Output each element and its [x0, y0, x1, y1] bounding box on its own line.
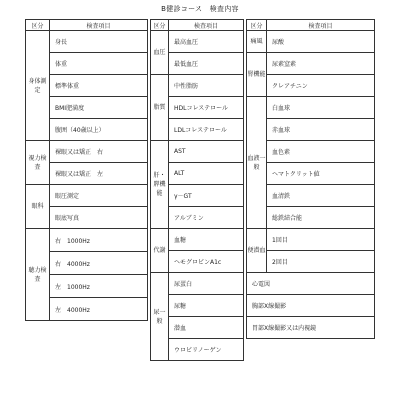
category-cell: 代謝 [151, 229, 169, 273]
item-cell: 裸眼又は矯正 右 [50, 141, 148, 163]
item-header: 検査項目 [50, 20, 148, 31]
item-header: 検査項目 [267, 20, 375, 31]
item-cell: 白血球 [267, 97, 375, 119]
item-cell: 左 1000Hz [50, 275, 148, 298]
category-cell: 痛風 [247, 31, 267, 53]
item-cell: γ－GT [169, 185, 244, 207]
item-cell: 尿糖 [169, 295, 244, 317]
item-cell: 眼底写真 [50, 207, 148, 229]
category-cell: 眼科 [26, 185, 50, 229]
item-cell: 眼圧測定 [50, 185, 148, 207]
category-header: 区分 [151, 20, 169, 31]
category-cell: 脂質 [151, 75, 169, 141]
category-cell: 身体測定 [26, 31, 50, 141]
item-cell: BMI肥満度 [50, 97, 148, 119]
category-cell: 聴力検査 [26, 229, 50, 321]
item-cell: ウロビリノーゲン [169, 339, 244, 361]
item-cell: ヘモグロビンA1c [169, 251, 244, 273]
item-cell: 心電図 [247, 273, 375, 295]
item-cell: 総鉄結合能 [267, 207, 375, 229]
item-cell: 左 4000Hz [50, 298, 148, 321]
page-title: B健診コース 検査内容 [161, 5, 239, 13]
item-cell: クレアチニン [267, 75, 375, 97]
item-cell: 1回目 [267, 229, 375, 251]
item-cell: 胃部X線撮影又は内視鏡 [247, 317, 375, 339]
item-cell: ALT [169, 163, 244, 185]
category-cell: 尿一般 [151, 273, 169, 361]
category-cell: 腎機能 [247, 53, 267, 97]
item-cell: 標準体重 [50, 75, 148, 97]
item-cell: 2回目 [267, 251, 375, 273]
item-cell: 体重 [50, 53, 148, 75]
item-cell: 右 1000Hz [50, 229, 148, 252]
exam-table-kidney-blood [246, 19, 375, 339]
item-cell: 胸部X線撮影 [247, 295, 375, 317]
item-cell: 尿素窒素 [267, 53, 375, 75]
item-header: 検査項目 [169, 20, 244, 31]
category-cell: 肝・膵機能 [151, 141, 169, 229]
category-cell: 視力検査 [26, 141, 50, 185]
item-cell: HDLコレステロール [169, 97, 244, 119]
item-cell: アルブミン [169, 207, 244, 229]
category-header: 区分 [247, 20, 267, 31]
exam-table-blood-urine [150, 19, 244, 361]
category-cell: 血圧 [151, 31, 169, 75]
item-cell: 血色素 [267, 141, 375, 163]
item-cell: AST [169, 141, 244, 163]
item-cell: 尿酸 [267, 31, 375, 53]
item-cell: LDLコレステロール [169, 119, 244, 141]
item-cell: 最高血圧 [169, 31, 244, 53]
item-cell: 中性脂肪 [169, 75, 244, 97]
item-cell: 身長 [50, 31, 148, 53]
item-cell: 最低血圧 [169, 53, 244, 75]
item-cell: 血清鉄 [267, 185, 375, 207]
category-header: 区分 [26, 20, 50, 31]
item-cell: 裸眼又は矯正 左 [50, 163, 148, 185]
category-cell: 血液一般 [247, 97, 267, 229]
item-cell: 尿蛋白 [169, 273, 244, 295]
item-cell: 右 4000Hz [50, 252, 148, 275]
item-cell: ヘマトクリット値 [267, 163, 375, 185]
item-cell: 潜血 [169, 317, 244, 339]
item-cell: 赤血球 [267, 119, 375, 141]
item-cell: 腹囲（40歳以上） [50, 119, 148, 141]
item-cell: 血糖 [169, 229, 244, 251]
exam-table-body-measurement [25, 19, 148, 321]
category-cell: 便潜血 [247, 229, 267, 273]
